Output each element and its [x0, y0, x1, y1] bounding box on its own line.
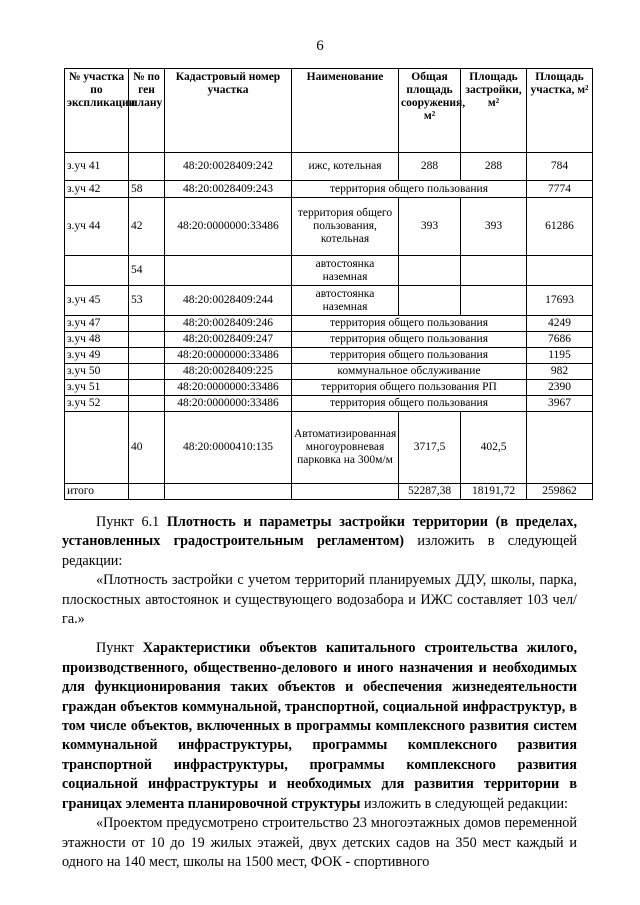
- genplan-cell: 42: [129, 198, 165, 256]
- paragraph-prefix: Пункт 6.1: [96, 514, 167, 530]
- table-row: [65, 348, 593, 364]
- cadastral-cell: 48:20:0000000:33486: [165, 198, 292, 256]
- plot-area-cell: 61286: [527, 198, 593, 256]
- body-text: [62, 513, 577, 872]
- cadastral-cell: 48:20:0028409:246: [165, 316, 292, 332]
- table-total-row: [65, 484, 593, 500]
- plots-table: [64, 68, 593, 500]
- paragraph-characteristics: [62, 639, 577, 814]
- cadastral-cell: 48:20:0028409:243: [165, 181, 292, 198]
- plot-cell: з.уч 51: [65, 380, 129, 396]
- plot-cell: з.уч 50: [65, 364, 129, 380]
- header-total-area: Общая площадь сооружения, м²: [399, 69, 461, 153]
- genplan-cell: [129, 380, 165, 396]
- building-area-cell: 393: [461, 198, 527, 256]
- usage-cell: территория общего пользования: [292, 181, 527, 198]
- construction-quote: «Проектом предусмотрено строительство 23 многоэтажных домов переменной этажности от 10 до 19 жилых этажей, двух детских садов на 350 мест каждый и одного на 140 мест, школы на 1500 мест, ФОК - спортивного: [62, 815, 577, 870]
- plot-cell: з.уч 52: [65, 396, 129, 412]
- genplan-cell: [129, 153, 165, 181]
- plot-area-cell: 3967: [527, 396, 593, 412]
- genplan-cell: [129, 348, 165, 364]
- genplan-cell: 53: [129, 286, 165, 316]
- cadastral-cell: 48:20:0000000:33486: [165, 348, 292, 364]
- header-plot-number: № участка по экспликации: [65, 69, 129, 153]
- paragraph-prefix: Пункт: [96, 640, 143, 657]
- cadastral-cell: [165, 256, 292, 286]
- total-area-cell: 3717,5: [399, 412, 461, 484]
- table-row: [65, 396, 593, 412]
- total-label-cell: итого: [65, 484, 129, 500]
- header-plot-area: Площадь участка, м²: [527, 69, 593, 153]
- cadastral-cell: 48:20:0000000:33486: [165, 396, 292, 412]
- cadastral-cell: 48:20:0000410:135: [165, 412, 292, 484]
- plot-area-sum-cell: 259862: [527, 484, 593, 500]
- genplan-cell: [129, 316, 165, 332]
- empty-cell: [129, 484, 165, 500]
- paragraph-6-1: [62, 513, 577, 571]
- plot-area-cell: 7686: [527, 332, 593, 348]
- cadastral-cell: 48:20:0028409:247: [165, 332, 292, 348]
- table-row: [65, 412, 593, 484]
- plot-area-cell: 1195: [527, 348, 593, 364]
- table-row: [65, 380, 593, 396]
- cadastral-cell: 48:20:0000000:33486: [165, 380, 292, 396]
- plot-cell: [65, 412, 129, 484]
- plot-cell: з.уч 42: [65, 181, 129, 198]
- table-row: [65, 198, 593, 256]
- usage-cell: территория общего пользования: [292, 332, 527, 348]
- table-header-row: [65, 69, 593, 153]
- name-cell: автостоянка наземная: [292, 286, 399, 316]
- cadastral-cell: 48:20:0028409:225: [165, 364, 292, 380]
- plot-area-cell: [527, 412, 593, 484]
- cadastral-cell: 48:20:0028409:242: [165, 153, 292, 181]
- paragraph-heading: Характеристики объектов капитального строительства жилого, производственного, общественно-делового и иного назначения и необходимых для функционирования таких объектов и обеспечения жизнедеятельности граждан объектов коммунальной, транспортной, социальной инфраструктур, в том числе объектов, включенных в программы комплексного развития систем коммунальной инфраструктуры, программы комплексного развития транспортной инфраструктуры, программы комплексного развития социальной инфраструктуры и необходимых для развития территории в границах элемента планировочной структуры: [62, 640, 577, 812]
- table-row: [65, 256, 593, 286]
- header-building-area: Площадь застройки, м²: [461, 69, 527, 153]
- density-quote: «Плотность застройки с учетом территорий планируемых ДДУ, школы, парка, плоскостных автостоянок и существующего водозабора и ИЖС составляет 103 чел/га.»: [62, 572, 577, 628]
- paragraph-suffix: изложить в следующей редакции:: [360, 795, 568, 812]
- page-number: 6: [316, 38, 324, 54]
- header-cadastral-number: Кадастровый номер участка: [165, 69, 292, 153]
- genplan-cell: 58: [129, 181, 165, 198]
- table-row: [65, 316, 593, 332]
- total-area-cell: [399, 256, 461, 286]
- plot-cell: з.уч 47: [65, 316, 129, 332]
- usage-cell: территория общего пользования РП: [292, 380, 527, 396]
- name-cell: территория общего пользования, котельная: [292, 198, 399, 256]
- paragraph-heading: Плотность и параметры застройки территории (в пределах, установленных градостроительным регламентом): [62, 514, 577, 550]
- total-area-cell: 393: [399, 198, 461, 256]
- plot-area-cell: 982: [527, 364, 593, 380]
- table-row: [65, 332, 593, 348]
- building-area-cell: 402,5: [461, 412, 527, 484]
- plot-cell: з.уч 41: [65, 153, 129, 181]
- total-area-cell: [399, 286, 461, 316]
- plot-area-cell: 7774: [527, 181, 593, 198]
- plot-cell: з.уч 45: [65, 286, 129, 316]
- plot-cell: [65, 256, 129, 286]
- usage-cell: коммунальное обслуживание: [292, 364, 527, 380]
- table-row: [65, 364, 593, 380]
- header-name: Наименование: [292, 69, 399, 153]
- genplan-cell: 54: [129, 256, 165, 286]
- plot-area-cell: [527, 256, 593, 286]
- building-area-sum-cell: 18191,72: [461, 484, 527, 500]
- empty-cell: [165, 484, 292, 500]
- genplan-cell: [129, 396, 165, 412]
- total-area-cell: 288: [399, 153, 461, 181]
- empty-cell: [292, 484, 399, 500]
- usage-cell: территория общего пользования: [292, 396, 527, 412]
- genplan-cell: [129, 364, 165, 380]
- total-area-sum-cell: 52287,38: [399, 484, 461, 500]
- cadastral-cell: 48:20:0028409:244: [165, 286, 292, 316]
- building-area-cell: 288: [461, 153, 527, 181]
- plot-cell: з.уч 44: [65, 198, 129, 256]
- name-cell: автостоянка наземная: [292, 256, 399, 286]
- usage-cell: территория общего пользования: [292, 316, 527, 332]
- building-area-cell: [461, 256, 527, 286]
- plot-cell: з.уч 48: [65, 332, 129, 348]
- paragraph-suffix: изложить в следующей редакции:: [62, 533, 577, 569]
- table-row: [65, 153, 593, 181]
- plot-area-cell: 4249: [527, 316, 593, 332]
- name-cell: ижс, котельная: [292, 153, 399, 181]
- header-genplan-number: № по ген плану: [129, 69, 165, 153]
- plot-area-cell: 17693: [527, 286, 593, 316]
- table-row: [65, 286, 593, 316]
- table-row: [65, 181, 593, 198]
- plot-cell: з.уч 49: [65, 348, 129, 364]
- plot-area-cell: 784: [527, 153, 593, 181]
- genplan-cell: [129, 332, 165, 348]
- genplan-cell: 40: [129, 412, 165, 484]
- name-cell: Автоматизированная многоуровневая парковка на 300м/м: [292, 412, 399, 484]
- usage-cell: территория общего пользования: [292, 348, 527, 364]
- building-area-cell: [461, 286, 527, 316]
- plot-area-cell: 2390: [527, 380, 593, 396]
